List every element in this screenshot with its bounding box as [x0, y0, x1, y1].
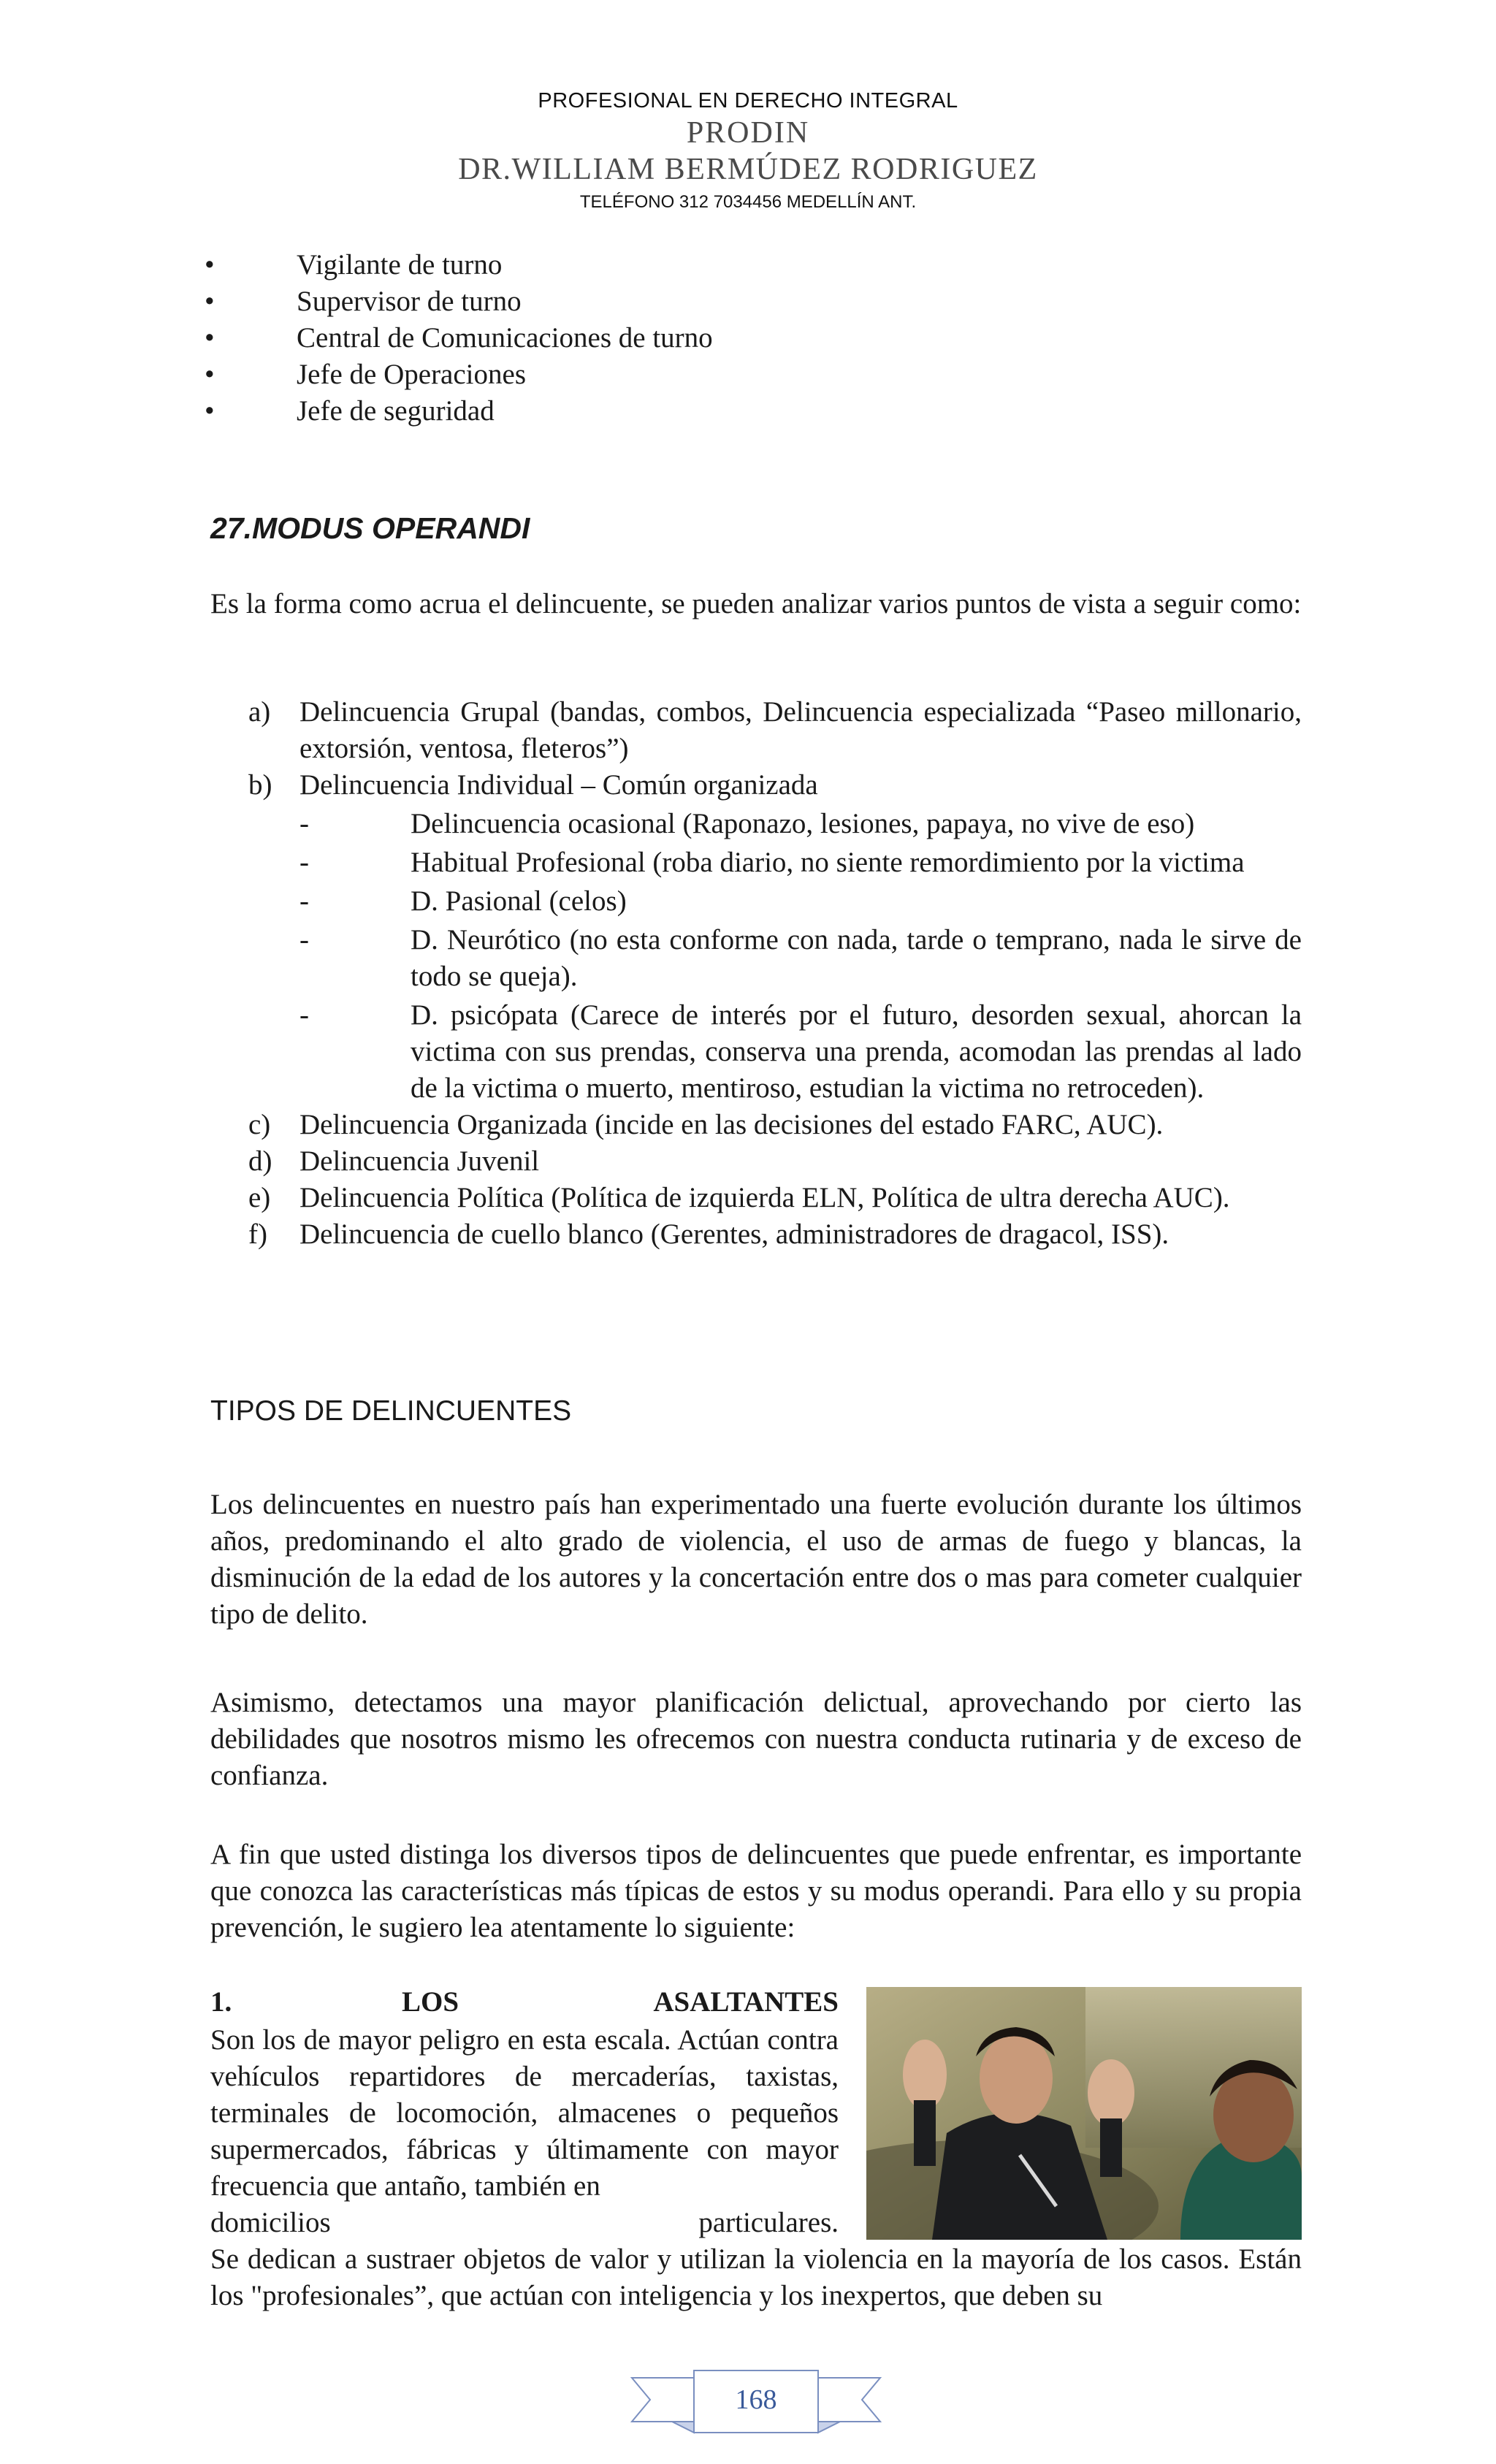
paragraph-evolution: Los delincuentes en nuestro país han experimentado una fuerte evolución durante los últimos años, predominando el alto grado de violencia, el uso de armas de fuego y blancas, la disminución de la edad de los autores y la concertación entre dos o mas para cometer cualquier tipo de delito. [210, 1489, 1302, 1630]
list-text: Delincuencia Organizada (incide en las decisiones del estado FARC, AUC). [299, 1109, 1164, 1140]
paragraph-types-intro: A fin que usted distinga los diversos tipos de delincuentes que puede enfrentar, es importante que conozca las características más típicas de estos y su modus operandi. Para ello y su propia prevención, le sugiero lea atentamente lo siguiente: [210, 1839, 1302, 1943]
header-line-4: TELÉFONO 312 7034456 MEDELLÍN ANT. [579, 192, 917, 212]
bullet-item [205, 356, 1300, 393]
role-bullet-list [205, 247, 1300, 430]
sub-list-text: D. Pasional (celos) [411, 885, 627, 917]
sub-list-text: D. psicópata (Carece de interés por el futuro, desorden sexual, ahorcan la victima con sus prendas, conserva una prenda, acomodan las prendas al lado de la victima o muerto, mentiroso, estudian la victima no retroceden). [411, 999, 1302, 1104]
list-text: Delincuencia de cuello blanco (Gerentes, administradores de dragacol, ISS). [299, 1218, 1169, 1250]
sub-list-item [299, 844, 1302, 881]
bullet-label: Jefe de seguridad [297, 395, 495, 427]
subsection-title: TIPOS DE DELINCUENTES [210, 1395, 572, 1427]
header-line-1: PROFESIONAL EN DERECHO INTEGRAL [538, 89, 958, 112]
bullet-symbol: • [205, 249, 215, 281]
list-marker: d) [248, 1145, 272, 1177]
header-line-3: DR.WILLIAM BERMÚDEZ RODRIGUEZ [458, 153, 1038, 186]
bullet-label: Supervisor de turno [297, 286, 522, 317]
list-marker: c) [248, 1109, 271, 1140]
list-item [248, 767, 1302, 804]
sub-list-text: D. Neurótico (no esta conforme con nada, tarde o temprano, nada le sirve de todo se queja). [411, 924, 1302, 992]
intro-paragraph: Es la forma como acrua el delincuente, se pueden analizar varios puntos de vista a seguir como: [210, 588, 1302, 619]
dash-marker: - [299, 999, 309, 1031]
asaltantes-continued: Se dedican a sustraer objetos de valor y utilizan la violencia en la mayoría de los casos. Están los "profesionales”, que actúan con inteligencia y los inexpertos, que deben su [210, 2243, 1302, 2311]
list-item [248, 1216, 1302, 1253]
bullet-symbol: • [205, 286, 215, 317]
bullet-symbol: • [205, 322, 215, 354]
list-text: Delincuencia Juvenil [299, 1145, 540, 1177]
list-marker: b) [248, 769, 272, 801]
sub-list-text: Delincuencia ocasional (Raponazo, lesiones, papaya, no vive de eso) [411, 808, 1195, 839]
asaltantes-last-left: domicilios [210, 2207, 331, 2238]
list-item [248, 1180, 1302, 1216]
list-text: Delincuencia Grupal (bandas, combos, Delincuencia especializada “Paseo millonario, extorsión, ventosa, fleteros”) [299, 696, 1302, 764]
sub-list-item [299, 883, 1302, 920]
header-line-2: PRODIN [686, 116, 810, 150]
bullet-symbol: • [205, 359, 215, 390]
assault-photo [866, 1987, 1302, 2240]
dash-marker: - [299, 885, 309, 917]
paragraph-planning: Asimismo, detectamos una mayor planificación delictual, aprovechando por cierto las debilidades que nosotros mismo les ofrecemos con nuestra conducta rutinaria y de exceso de confianza. [210, 1687, 1302, 1791]
section-title: 27.MODUS OPERANDI [210, 511, 530, 545]
asaltantes-number: 1. [210, 1986, 232, 2018]
asaltantes-last-line [210, 2205, 839, 2241]
sub-list-item [299, 922, 1302, 995]
list-marker: e) [248, 1182, 271, 1213]
list-item [248, 694, 1302, 767]
dash-marker: - [299, 847, 309, 878]
bullet-symbol: • [205, 395, 215, 427]
sub-list-text: Habitual Profesional (roba diario, no siente remordimiento por la victima [411, 847, 1245, 878]
bullet-label: Vigilante de turno [297, 249, 503, 281]
list-item [248, 1143, 1302, 1180]
bullet-item [205, 393, 1300, 430]
list-marker: f) [248, 1218, 267, 1250]
asaltantes-last-right: particulares. [698, 2207, 839, 2238]
bullet-item [205, 283, 1300, 320]
bullet-item [205, 247, 1300, 283]
list-text: Delincuencia Política (Política de izquierda ELN, Política de ultra derecha AUC). [299, 1182, 1230, 1213]
bullet-label: Jefe de Operaciones [297, 359, 526, 390]
sub-list-item [299, 806, 1302, 842]
bullet-label: Central de Comunicaciones de turno [297, 322, 713, 354]
asaltantes-body: Son los de mayor peligro en esta escala. Actúan contra vehículos repartidores de mercaderías, taxistas, terminales de locomoción, almacenes o pequeños supermercados, fábricas y últimamente con mayor frecuencia que antaño, también en [210, 2024, 839, 2202]
page-number-banner [628, 2363, 884, 2444]
list-text: Delincuencia Individual – Común organizada [299, 769, 818, 801]
list-item [248, 1107, 1302, 1143]
page-number: 168 [735, 2384, 777, 2415]
sub-list [299, 806, 1302, 1107]
asaltantes-title-word-2: ASALTANTES [653, 1986, 839, 2018]
dash-marker: - [299, 924, 309, 956]
asaltantes-title-word-1: LOS [402, 1986, 459, 2018]
dash-marker: - [299, 808, 309, 839]
bullet-item [205, 320, 1300, 356]
list-marker: a) [248, 696, 271, 728]
delinquency-list [248, 694, 1302, 1253]
sub-list-item [299, 997, 1302, 1107]
